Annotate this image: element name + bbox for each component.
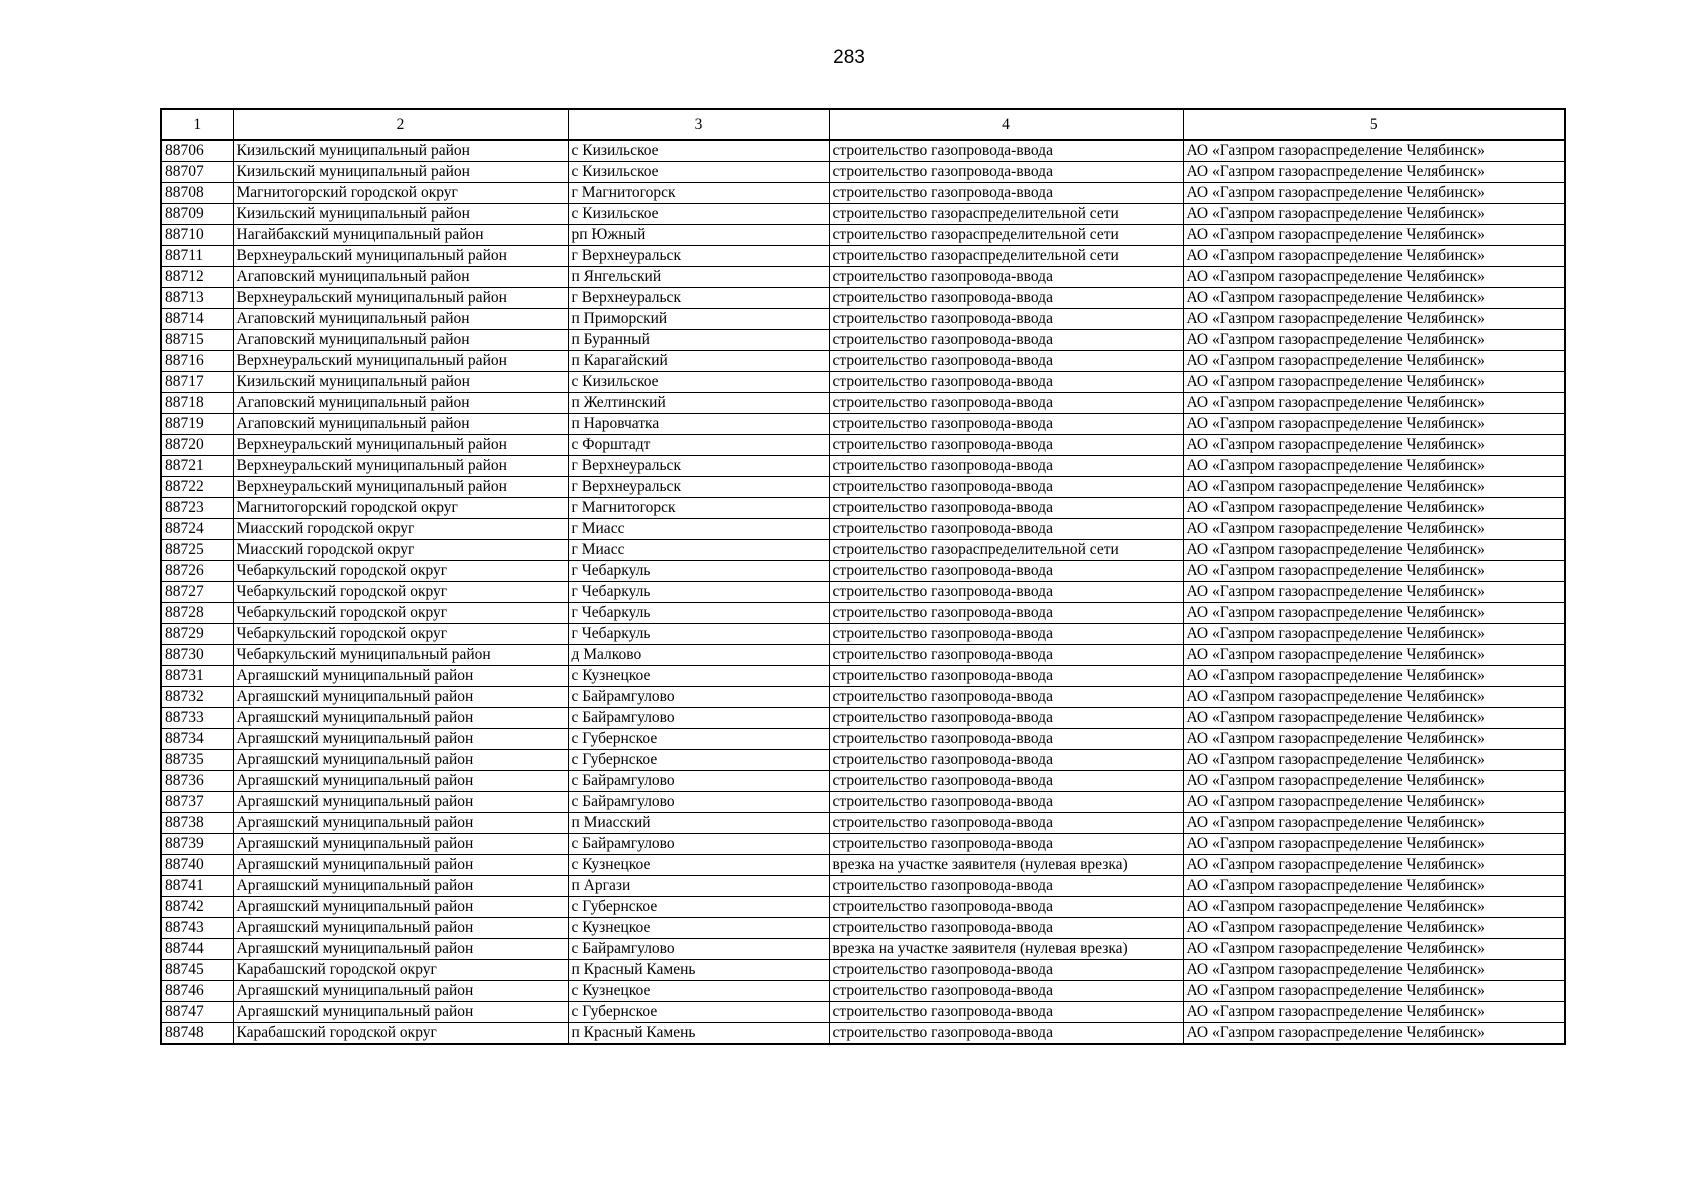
- settlement-cell: г Магнитогорск: [568, 183, 829, 204]
- record-number-cell: 88713: [161, 288, 233, 309]
- settlement-cell: п Наровчатка: [568, 414, 829, 435]
- column-header-4: 4: [829, 109, 1183, 140]
- record-number-cell: 88728: [161, 603, 233, 624]
- record-number-cell: 88739: [161, 834, 233, 855]
- organization-cell: АО «Газпром газораспределение Челябинск»: [1183, 204, 1565, 225]
- work-type-cell: строительство газопровода-ввода: [829, 876, 1183, 897]
- table-row: [161, 204, 1565, 225]
- table-row: [161, 267, 1565, 288]
- settlement-cell: с Байрамгулово: [568, 687, 829, 708]
- header-row: [161, 109, 1565, 140]
- municipality-cell: Кизильский муниципальный район: [233, 162, 568, 183]
- organization-cell: АО «Газпром газораспределение Челябинск»: [1183, 162, 1565, 183]
- table-row: [161, 708, 1565, 729]
- settlement-cell: г Чебаркуль: [568, 561, 829, 582]
- work-type-cell: строительство газопровода-ввода: [829, 981, 1183, 1002]
- settlement-cell: с Байрамгулово: [568, 834, 829, 855]
- record-number-cell: 88734: [161, 729, 233, 750]
- settlement-cell: г Чебаркуль: [568, 624, 829, 645]
- municipality-cell: Нагайбакский муниципальный район: [233, 225, 568, 246]
- settlement-cell: г Верхнеуральск: [568, 246, 829, 267]
- work-type-cell: строительство газопровода-ввода: [829, 960, 1183, 981]
- work-type-cell: строительство газопровода-ввода: [829, 771, 1183, 792]
- record-number-cell: 88748: [161, 1023, 233, 1045]
- organization-cell: АО «Газпром газораспределение Челябинск»: [1183, 855, 1565, 876]
- settlement-cell: рп Южный: [568, 225, 829, 246]
- table-row: [161, 645, 1565, 666]
- work-type-cell: строительство газопровода-ввода: [829, 750, 1183, 771]
- record-number-cell: 88720: [161, 435, 233, 456]
- settlement-cell: с Губернское: [568, 1002, 829, 1023]
- work-type-cell: строительство газопровода-ввода: [829, 351, 1183, 372]
- settlement-cell: с Байрамгулово: [568, 771, 829, 792]
- municipality-cell: Чебаркульский городской округ: [233, 582, 568, 603]
- table-row: [161, 456, 1565, 477]
- municipality-cell: Агаповский муниципальный район: [233, 330, 568, 351]
- settlement-cell: п Приморский: [568, 309, 829, 330]
- work-type-cell: строительство газопровода-ввода: [829, 267, 1183, 288]
- settlement-cell: с Кизильское: [568, 372, 829, 393]
- work-type-cell: строительство газопровода-ввода: [829, 687, 1183, 708]
- organization-cell: АО «Газпром газораспределение Челябинск»: [1183, 792, 1565, 813]
- municipality-cell: Верхнеуральский муниципальный район: [233, 246, 568, 267]
- municipality-cell: Чебаркульский городской округ: [233, 603, 568, 624]
- record-number-cell: 88731: [161, 666, 233, 687]
- record-number-cell: 88745: [161, 960, 233, 981]
- table-row: [161, 414, 1565, 435]
- organization-cell: АО «Газпром газораспределение Челябинск»: [1183, 918, 1565, 939]
- organization-cell: АО «Газпром газораспределение Челябинск»: [1183, 435, 1565, 456]
- organization-cell: АО «Газпром газораспределение Челябинск»: [1183, 225, 1565, 246]
- organization-cell: АО «Газпром газораспределение Челябинск»: [1183, 372, 1565, 393]
- table-row: [161, 162, 1565, 183]
- work-type-cell: строительство газопровода-ввода: [829, 708, 1183, 729]
- municipality-cell: Агаповский муниципальный район: [233, 414, 568, 435]
- municipality-cell: Аргаяшский муниципальный район: [233, 939, 568, 960]
- municipality-cell: Карабашский городской округ: [233, 960, 568, 981]
- municipality-cell: Аргаяшский муниципальный район: [233, 855, 568, 876]
- record-number-cell: 88736: [161, 771, 233, 792]
- settlement-cell: п Желтинский: [568, 393, 829, 414]
- municipality-cell: Чебаркульский муниципальный район: [233, 645, 568, 666]
- table-row: [161, 393, 1565, 414]
- municipality-cell: Верхнеуральский муниципальный район: [233, 477, 568, 498]
- work-type-cell: строительство газопровода-ввода: [829, 288, 1183, 309]
- settlement-cell: с Кузнецкое: [568, 855, 829, 876]
- settlement-cell: г Миасс: [568, 540, 829, 561]
- table-row: [161, 519, 1565, 540]
- table-row: [161, 855, 1565, 876]
- organization-cell: АО «Газпром газораспределение Челябинск»: [1183, 771, 1565, 792]
- work-type-cell: врезка на участке заявителя (нулевая врезка): [829, 939, 1183, 960]
- settlement-cell: п Миасский: [568, 813, 829, 834]
- work-type-cell: строительство газопровода-ввода: [829, 666, 1183, 687]
- organization-cell: АО «Газпром газораспределение Челябинск»: [1183, 309, 1565, 330]
- organization-cell: АО «Газпром газораспределение Челябинск»: [1183, 666, 1565, 687]
- municipality-cell: Аргаяшский муниципальный район: [233, 666, 568, 687]
- municipality-cell: Аргаяшский муниципальный район: [233, 813, 568, 834]
- record-number-cell: 88717: [161, 372, 233, 393]
- work-type-cell: строительство газопровода-ввода: [829, 582, 1183, 603]
- record-number-cell: 88740: [161, 855, 233, 876]
- record-number-cell: 88718: [161, 393, 233, 414]
- settlement-cell: г Чебаркуль: [568, 603, 829, 624]
- work-type-cell: строительство газопровода-ввода: [829, 498, 1183, 519]
- table-row: [161, 603, 1565, 624]
- table-row: [161, 1002, 1565, 1023]
- work-type-cell: строительство газопровода-ввода: [829, 435, 1183, 456]
- table-row: [161, 834, 1565, 855]
- record-number-cell: 88707: [161, 162, 233, 183]
- settlement-cell: г Верхнеуральск: [568, 456, 829, 477]
- work-type-cell: строительство газораспределительной сети: [829, 204, 1183, 225]
- organization-cell: АО «Газпром газораспределение Челябинск»: [1183, 981, 1565, 1002]
- table-header: [161, 109, 1565, 140]
- organization-cell: АО «Газпром газораспределение Челябинск»: [1183, 939, 1565, 960]
- organization-cell: АО «Газпром газораспределение Челябинск»: [1183, 960, 1565, 981]
- settlement-cell: с Кузнецкое: [568, 918, 829, 939]
- table-row: [161, 687, 1565, 708]
- table-row: [161, 897, 1565, 918]
- municipality-cell: Аргаяшский муниципальный район: [233, 792, 568, 813]
- organization-cell: АО «Газпром газораспределение Челябинск»: [1183, 330, 1565, 351]
- work-type-cell: строительство газопровода-ввода: [829, 624, 1183, 645]
- organization-cell: АО «Газпром газораспределение Челябинск»: [1183, 813, 1565, 834]
- organization-cell: АО «Газпром газораспределение Челябинск»: [1183, 267, 1565, 288]
- organization-cell: АО «Газпром газораспределение Челябинск»: [1183, 414, 1565, 435]
- municipality-cell: Чебаркульский городской округ: [233, 624, 568, 645]
- table-row: [161, 876, 1565, 897]
- table-row: [161, 771, 1565, 792]
- municipality-cell: Агаповский муниципальный район: [233, 393, 568, 414]
- column-header-2: 2: [233, 109, 568, 140]
- record-number-cell: 88727: [161, 582, 233, 603]
- municipality-cell: Верхнеуральский муниципальный район: [233, 435, 568, 456]
- organization-cell: АО «Газпром газораспределение Челябинск»: [1183, 603, 1565, 624]
- work-type-cell: строительство газопровода-ввода: [829, 645, 1183, 666]
- organization-cell: АО «Газпром газораспределение Челябинск»: [1183, 645, 1565, 666]
- organization-cell: АО «Газпром газораспределение Челябинск»: [1183, 708, 1565, 729]
- organization-cell: АО «Газпром газораспределение Челябинск»: [1183, 582, 1565, 603]
- table-row: [161, 1023, 1565, 1045]
- table-row: [161, 561, 1565, 582]
- table-row: [161, 981, 1565, 1002]
- organization-cell: АО «Газпром газораспределение Челябинск»: [1183, 498, 1565, 519]
- record-number-cell: 88725: [161, 540, 233, 561]
- record-number-cell: 88726: [161, 561, 233, 582]
- organization-cell: АО «Газпром газораспределение Челябинск»: [1183, 288, 1565, 309]
- table-row: [161, 792, 1565, 813]
- organization-cell: АО «Газпром газораспределение Челябинск»: [1183, 687, 1565, 708]
- organization-cell: АО «Газпром газораспределение Челябинск»: [1183, 561, 1565, 582]
- municipality-cell: Чебаркульский городской округ: [233, 561, 568, 582]
- organization-cell: АО «Газпром газораспределение Челябинск»: [1183, 456, 1565, 477]
- work-type-cell: строительство газопровода-ввода: [829, 393, 1183, 414]
- organization-cell: АО «Газпром газораспределение Челябинск»: [1183, 1002, 1565, 1023]
- column-header-3: 3: [568, 109, 829, 140]
- work-type-cell: строительство газопровода-ввода: [829, 183, 1183, 204]
- work-type-cell: строительство газопровода-ввода: [829, 162, 1183, 183]
- table-row: [161, 960, 1565, 981]
- organization-cell: АО «Газпром газораспределение Челябинск»: [1183, 140, 1565, 162]
- record-number-cell: 88730: [161, 645, 233, 666]
- municipality-cell: Аргаяшский муниципальный район: [233, 981, 568, 1002]
- settlement-cell: п Аргази: [568, 876, 829, 897]
- record-number-cell: 88742: [161, 897, 233, 918]
- settlement-cell: с Губернское: [568, 750, 829, 771]
- settlement-cell: п Красный Камень: [568, 960, 829, 981]
- settlement-cell: с Губернское: [568, 729, 829, 750]
- work-type-cell: строительство газопровода-ввода: [829, 456, 1183, 477]
- table-row: [161, 729, 1565, 750]
- settlement-cell: г Чебаркуль: [568, 582, 829, 603]
- organization-cell: АО «Газпром газораспределение Челябинск»: [1183, 393, 1565, 414]
- record-number-cell: 88714: [161, 309, 233, 330]
- municipality-cell: Аргаяшский муниципальный район: [233, 834, 568, 855]
- record-number-cell: 88706: [161, 140, 233, 162]
- settlement-cell: п Красный Камень: [568, 1023, 829, 1045]
- settlement-cell: д Малково: [568, 645, 829, 666]
- municipality-cell: Аргаяшский муниципальный район: [233, 708, 568, 729]
- work-type-cell: строительство газопровода-ввода: [829, 561, 1183, 582]
- municipality-cell: Магнитогорский городской округ: [233, 498, 568, 519]
- municipality-cell: Аргаяшский муниципальный район: [233, 750, 568, 771]
- settlement-cell: с Байрамгулово: [568, 708, 829, 729]
- record-number-cell: 88723: [161, 498, 233, 519]
- organization-cell: АО «Газпром газораспределение Челябинск»: [1183, 897, 1565, 918]
- municipality-cell: Миасский городской округ: [233, 519, 568, 540]
- municipality-cell: Аргаяшский муниципальный район: [233, 897, 568, 918]
- record-number-cell: 88722: [161, 477, 233, 498]
- record-number-cell: 88715: [161, 330, 233, 351]
- organization-cell: АО «Газпром газораспределение Челябинск»: [1183, 519, 1565, 540]
- settlement-cell: г Верхнеуральск: [568, 477, 829, 498]
- record-number-cell: 88732: [161, 687, 233, 708]
- organization-cell: АО «Газпром газораспределение Челябинск»: [1183, 729, 1565, 750]
- settlement-cell: с Кизильское: [568, 162, 829, 183]
- work-type-cell: строительство газопровода-ввода: [829, 330, 1183, 351]
- table-row: [161, 330, 1565, 351]
- municipality-cell: Аргаяшский муниципальный район: [233, 918, 568, 939]
- table-row: [161, 750, 1565, 771]
- record-number-cell: 88737: [161, 792, 233, 813]
- work-type-cell: врезка на участке заявителя (нулевая врезка): [829, 855, 1183, 876]
- settlement-cell: с Кизильское: [568, 204, 829, 225]
- municipality-cell: Верхнеуральский муниципальный район: [233, 351, 568, 372]
- table-row: [161, 498, 1565, 519]
- organization-cell: АО «Газпром газораспределение Челябинск»: [1183, 876, 1565, 897]
- settlement-cell: с Байрамгулово: [568, 792, 829, 813]
- municipality-cell: Кизильский муниципальный район: [233, 204, 568, 225]
- municipality-cell: Миасский городской округ: [233, 540, 568, 561]
- municipality-cell: Агаповский муниципальный район: [233, 267, 568, 288]
- record-number-cell: 88743: [161, 918, 233, 939]
- municipality-cell: Аргаяшский муниципальный район: [233, 771, 568, 792]
- table-row: [161, 582, 1565, 603]
- municipality-cell: Магнитогорский городской округ: [233, 183, 568, 204]
- registry-table: [160, 108, 1566, 1045]
- settlement-cell: г Верхнеуральск: [568, 288, 829, 309]
- settlement-cell: с Кизильское: [568, 140, 829, 162]
- table-row: [161, 813, 1565, 834]
- page-number: 283: [833, 47, 865, 68]
- work-type-cell: строительство газопровода-ввода: [829, 813, 1183, 834]
- municipality-cell: Кизильский муниципальный район: [233, 140, 568, 162]
- organization-cell: АО «Газпром газораспределение Челябинск»: [1183, 183, 1565, 204]
- organization-cell: АО «Газпром газораспределение Челябинск»: [1183, 351, 1565, 372]
- settlement-cell: с Форштадт: [568, 435, 829, 456]
- record-number-cell: 88721: [161, 456, 233, 477]
- work-type-cell: строительство газораспределительной сети: [829, 540, 1183, 561]
- work-type-cell: строительство газопровода-ввода: [829, 792, 1183, 813]
- municipality-cell: Аргаяшский муниципальный район: [233, 729, 568, 750]
- settlement-cell: с Губернское: [568, 897, 829, 918]
- table-body: [161, 140, 1565, 1044]
- municipality-cell: Аргаяшский муниципальный район: [233, 1002, 568, 1023]
- settlement-cell: с Байрамгулово: [568, 939, 829, 960]
- table-row: [161, 939, 1565, 960]
- organization-cell: АО «Газпром газораспределение Челябинск»: [1183, 540, 1565, 561]
- work-type-cell: строительство газопровода-ввода: [829, 834, 1183, 855]
- municipality-cell: Верхнеуральский муниципальный район: [233, 288, 568, 309]
- work-type-cell: строительство газопровода-ввода: [829, 603, 1183, 624]
- record-number-cell: 88744: [161, 939, 233, 960]
- record-number-cell: 88716: [161, 351, 233, 372]
- work-type-cell: строительство газопровода-ввода: [829, 1002, 1183, 1023]
- table-row: [161, 540, 1565, 561]
- table-row: [161, 288, 1565, 309]
- organization-cell: АО «Газпром газораспределение Челябинск»: [1183, 477, 1565, 498]
- record-number-cell: 88747: [161, 1002, 233, 1023]
- work-type-cell: строительство газопровода-ввода: [829, 140, 1183, 162]
- municipality-cell: Верхнеуральский муниципальный район: [233, 456, 568, 477]
- settlement-cell: с Кузнецкое: [568, 666, 829, 687]
- settlement-cell: г Миасс: [568, 519, 829, 540]
- record-number-cell: 88746: [161, 981, 233, 1002]
- table-row: [161, 477, 1565, 498]
- work-type-cell: строительство газопровода-ввода: [829, 477, 1183, 498]
- record-number-cell: 88729: [161, 624, 233, 645]
- table-row: [161, 309, 1565, 330]
- work-type-cell: строительство газопровода-ввода: [829, 372, 1183, 393]
- table-row: [161, 372, 1565, 393]
- work-type-cell: строительство газопровода-ввода: [829, 897, 1183, 918]
- organization-cell: АО «Газпром газораспределение Челябинск»: [1183, 750, 1565, 771]
- work-type-cell: строительство газопровода-ввода: [829, 309, 1183, 330]
- settlement-cell: п Янгельский: [568, 267, 829, 288]
- column-header-1: 1: [161, 109, 233, 140]
- record-number-cell: 88708: [161, 183, 233, 204]
- municipality-cell: Кизильский муниципальный район: [233, 372, 568, 393]
- table-row: [161, 246, 1565, 267]
- settlement-cell: п Буранный: [568, 330, 829, 351]
- record-number-cell: 88709: [161, 204, 233, 225]
- settlement-cell: г Магнитогорск: [568, 498, 829, 519]
- municipality-cell: Карабашский городской округ: [233, 1023, 568, 1045]
- table-row: [161, 435, 1565, 456]
- table-row: [161, 351, 1565, 372]
- record-number-cell: 88724: [161, 519, 233, 540]
- work-type-cell: строительство газопровода-ввода: [829, 519, 1183, 540]
- settlement-cell: с Кузнецкое: [568, 981, 829, 1002]
- work-type-cell: строительство газопровода-ввода: [829, 918, 1183, 939]
- record-number-cell: 88719: [161, 414, 233, 435]
- organization-cell: АО «Газпром газораспределение Челябинск»: [1183, 1023, 1565, 1045]
- work-type-cell: строительство газораспределительной сети: [829, 246, 1183, 267]
- column-header-5: 5: [1183, 109, 1565, 140]
- record-number-cell: 88712: [161, 267, 233, 288]
- work-type-cell: строительство газопровода-ввода: [829, 729, 1183, 750]
- table-row: [161, 225, 1565, 246]
- table-row: [161, 666, 1565, 687]
- record-number-cell: 88741: [161, 876, 233, 897]
- record-number-cell: 88710: [161, 225, 233, 246]
- organization-cell: АО «Газпром газораспределение Челябинск»: [1183, 624, 1565, 645]
- settlement-cell: п Карагайский: [568, 351, 829, 372]
- organization-cell: АО «Газпром газораспределение Челябинск»: [1183, 246, 1565, 267]
- work-type-cell: строительство газопровода-ввода: [829, 1023, 1183, 1045]
- table-row: [161, 183, 1565, 204]
- municipality-cell: Аргаяшский муниципальный район: [233, 687, 568, 708]
- municipality-cell: Аргаяшский муниципальный район: [233, 876, 568, 897]
- record-number-cell: 88738: [161, 813, 233, 834]
- table-row: [161, 624, 1565, 645]
- organization-cell: АО «Газпром газораспределение Челябинск»: [1183, 834, 1565, 855]
- municipality-cell: Агаповский муниципальный район: [233, 309, 568, 330]
- record-number-cell: 88735: [161, 750, 233, 771]
- table-row: [161, 140, 1565, 162]
- table-row: [161, 918, 1565, 939]
- work-type-cell: строительство газораспределительной сети: [829, 225, 1183, 246]
- record-number-cell: 88711: [161, 246, 233, 267]
- record-number-cell: 88733: [161, 708, 233, 729]
- work-type-cell: строительство газопровода-ввода: [829, 414, 1183, 435]
